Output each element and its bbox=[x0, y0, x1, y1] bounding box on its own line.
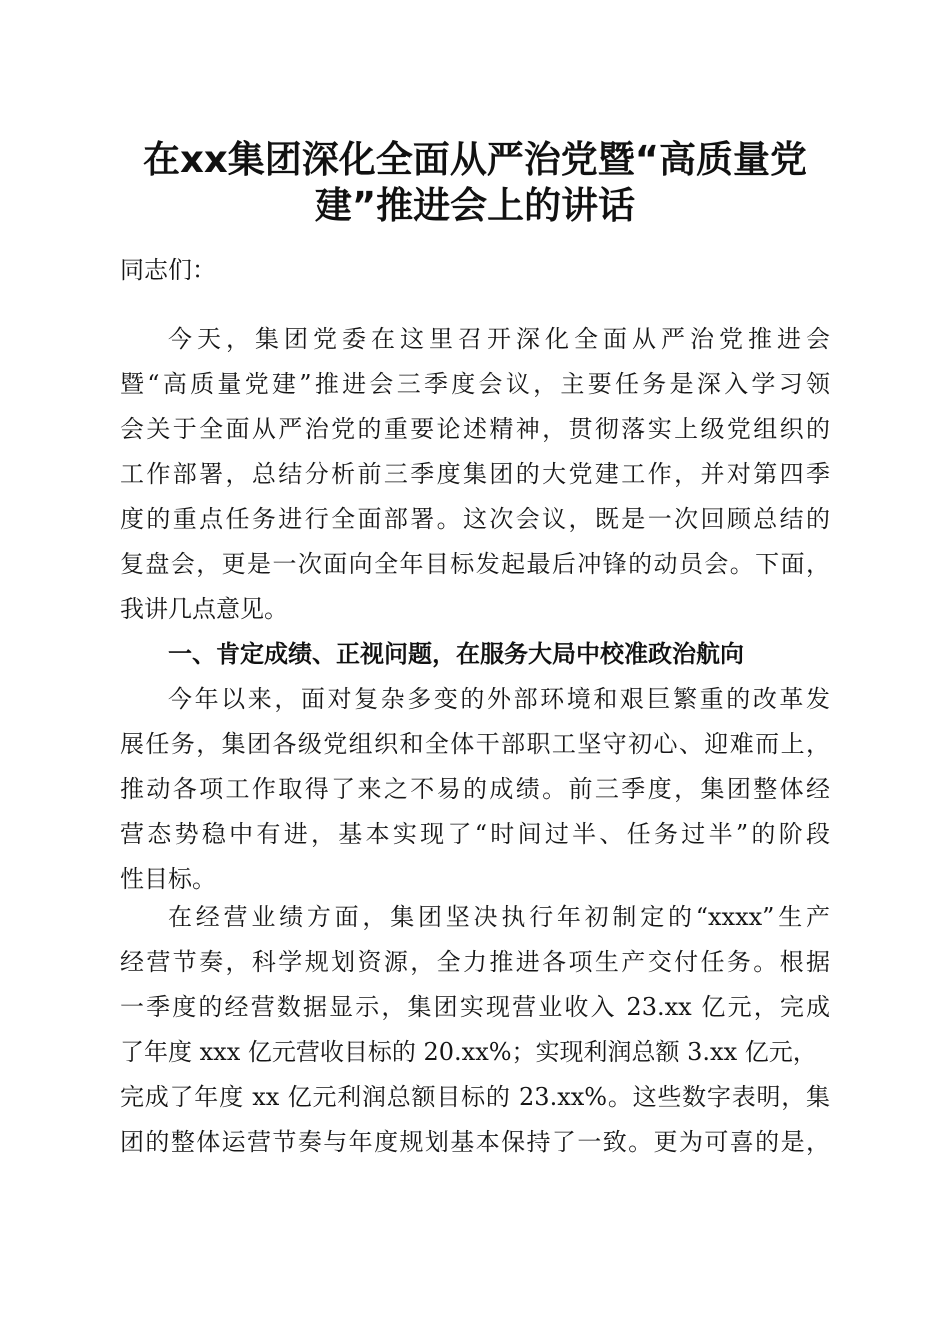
paragraph-3-line: 完成了年度 xx 亿元利润总额目标的 23.xx%。这些数字表明，集 bbox=[120, 1083, 830, 1111]
title-line-1: 在xx集团深化全面从严治党暨“高质量党 bbox=[142, 138, 808, 181]
paragraph-2-line: 营态势稳中有进，基本实现了“时间过半、任务过半”的阶段 bbox=[120, 820, 830, 848]
paragraph-2-line: 今年以来，面对复杂多变的外部环境和艰巨繁重的改革发 bbox=[168, 685, 830, 713]
paragraph-1-line: 会关于全面从严治党的重要论述精神，贯彻落实上级党组织的 bbox=[120, 415, 830, 443]
paragraph-2-line: 推动各项工作取得了来之不易的成绩。前三季度，集团整体经 bbox=[120, 775, 830, 803]
title-line-2: 建”推进会上的讲话 bbox=[314, 184, 636, 227]
paragraph-3-line: 在经营业绩方面，集团坚决执行年初制定的“xxxx”生产 bbox=[168, 903, 830, 931]
paragraph-1-line: 工作部署，总结分析前三季度集团的大党建工作，并对第四季 bbox=[120, 460, 830, 488]
paragraph-2-line: 展任务，集团各级党组织和全体干部职工坚守初心、迎难而上， bbox=[120, 730, 830, 758]
paragraph-1-line: 度的重点任务进行全面部署。这次会议，既是一次回顾总结的 bbox=[120, 505, 830, 533]
paragraph-1-line: 今天，集团党委在这里召开深化全面从严治党推进会 bbox=[168, 325, 830, 353]
paragraph-3-line: 一季度的经营数据显示，集团实现营业收入 23.xx 亿元，完成 bbox=[120, 993, 830, 1021]
paragraph-2-line: 性目标。 bbox=[120, 865, 216, 893]
paragraph-1-line: 我讲几点意见。 bbox=[120, 595, 288, 623]
paragraph-1-line: 暨“高质量党建”推进会三季度会议，主要任务是深入学习领 bbox=[120, 370, 830, 398]
paragraph-3-line: 经营节奏，科学规划资源，全力推进各项生产交付任务。根据 bbox=[120, 948, 830, 976]
section-heading-1: 一、肯定成绩、正视问题，在服务大局中校准政治航向 bbox=[168, 640, 744, 668]
paragraph-3-line: 了年度 xxx 亿元营收目标的 20.xx%；实现利润总额 3.xx 亿元， bbox=[120, 1038, 817, 1066]
paragraph-3-line: 团的整体运营节奏与年度规划基本保持了一致。更为可喜的是， bbox=[120, 1128, 830, 1156]
paragraph-1-line: 复盘会，更是一次面向全年目标发起最后冲锋的动员会。下面， bbox=[120, 550, 830, 578]
salutation: 同志们： bbox=[120, 256, 216, 284]
